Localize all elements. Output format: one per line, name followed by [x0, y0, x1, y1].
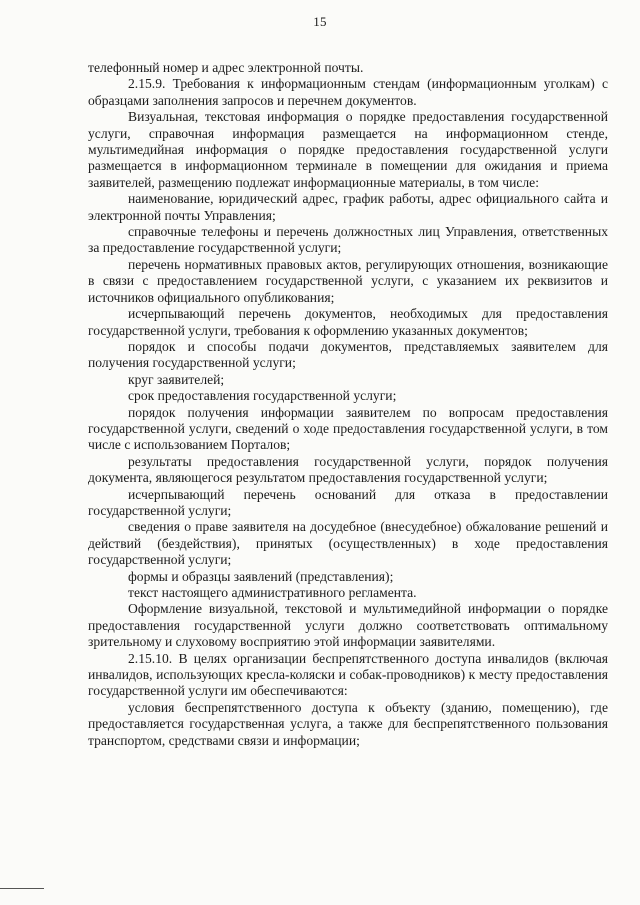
- list-item-phones: справочные телефоны и перечень должностных лиц Управления, ответственных за предоставление государственной услуги;: [88, 224, 608, 256]
- list-item-refusal-grounds: исчерпывающий перечень оснований для отказа в предоставлении государственной услуги;: [88, 486, 608, 518]
- list-item-info-procedure: порядок получения информации заявителем по вопросам предоставления государственной услуги, сведений о ходе предоставления государственной услуги, в том числе с использованием Порталов;: [88, 404, 608, 453]
- list-item-legal-acts: перечень нормативных правовых актов, регулирующих отношения, возникающие в связи с предоставлением государственной услуги, с указанием их реквизитов и источников официального опубликования;: [88, 256, 608, 305]
- footer-rule: [0, 888, 44, 889]
- list-item-submission: порядок и способы подачи документов, представляемых заявителем для получения государственной услуги;: [88, 338, 608, 371]
- section-2-15-10-heading: 2.15.10. В целях организации беспрепятственного доступа инвалидов (включая инвалидов, использующих кресла-коляски и собак-проводников) к месту предоставления государственной услуги им обеспечиваются:: [88, 650, 608, 699]
- paragraph-visual-info: Визуальная, текстовая информация о порядке предоставления государственной услуги, справочная информация размещается на информационном стенде, мультимедийная информация о порядке предоставления государственной услуги размещается в информационном терминале в помещении для ожидания и приема заявителей, размещению подлежат информационные материалы, в том числе:: [88, 109, 608, 190]
- list-item-forms: формы и образцы заявлений (представления);: [128, 568, 394, 584]
- list-item-access-conditions: условия беспрепятственного доступа к объекту (зданию, помещению), где предоставляется государственная услуга, а также для беспрепятственного пользования транспортом, средствами связи и информации;: [88, 699, 608, 748]
- list-item-term: срок предоставления государственной услуги;: [128, 388, 397, 404]
- paragraph-design-requirements: Оформление визуальной, текстовой и мультимедийной информации о порядке предоставления государственной услуги должно соответствовать оптимальному зрительному и слуховому восприятию этой информации заявителями.: [88, 601, 608, 650]
- list-item-applicants: круг заявителей;: [128, 371, 225, 387]
- list-item-results: результаты предоставления государственной услуги, порядок получения документа, являющегося результатом предоставления государственной услуги;: [88, 453, 608, 486]
- page-number: 15: [313, 14, 327, 29]
- list-item-appeal: сведения о праве заявителя на досудебное (внесудебное) обжалование решений и действий (бездействия), принятых (осуществленных) в ходе предоставления государственной услуги;: [88, 519, 608, 568]
- paragraph-contact-end: телефонный номер и адрес электронной почты.: [88, 60, 364, 75]
- list-item-name-address: наименование, юридический адрес, график работы, адрес официального сайта и электронной почты Управления;: [88, 191, 608, 223]
- document-body: [88, 60, 608, 749]
- list-item-regulation-text: текст настоящего административного регламента.: [128, 585, 417, 600]
- list-item-documents: исчерпывающий перечень документов, необходимых для предоставления государственной услуги, требования к оформлению указанных документов;: [88, 306, 608, 338]
- section-2-15-9-heading: 2.15.9. Требования к информационным стендам (информационным уголкам) с образцами заполнения запросов и перечнем документов.: [88, 76, 608, 108]
